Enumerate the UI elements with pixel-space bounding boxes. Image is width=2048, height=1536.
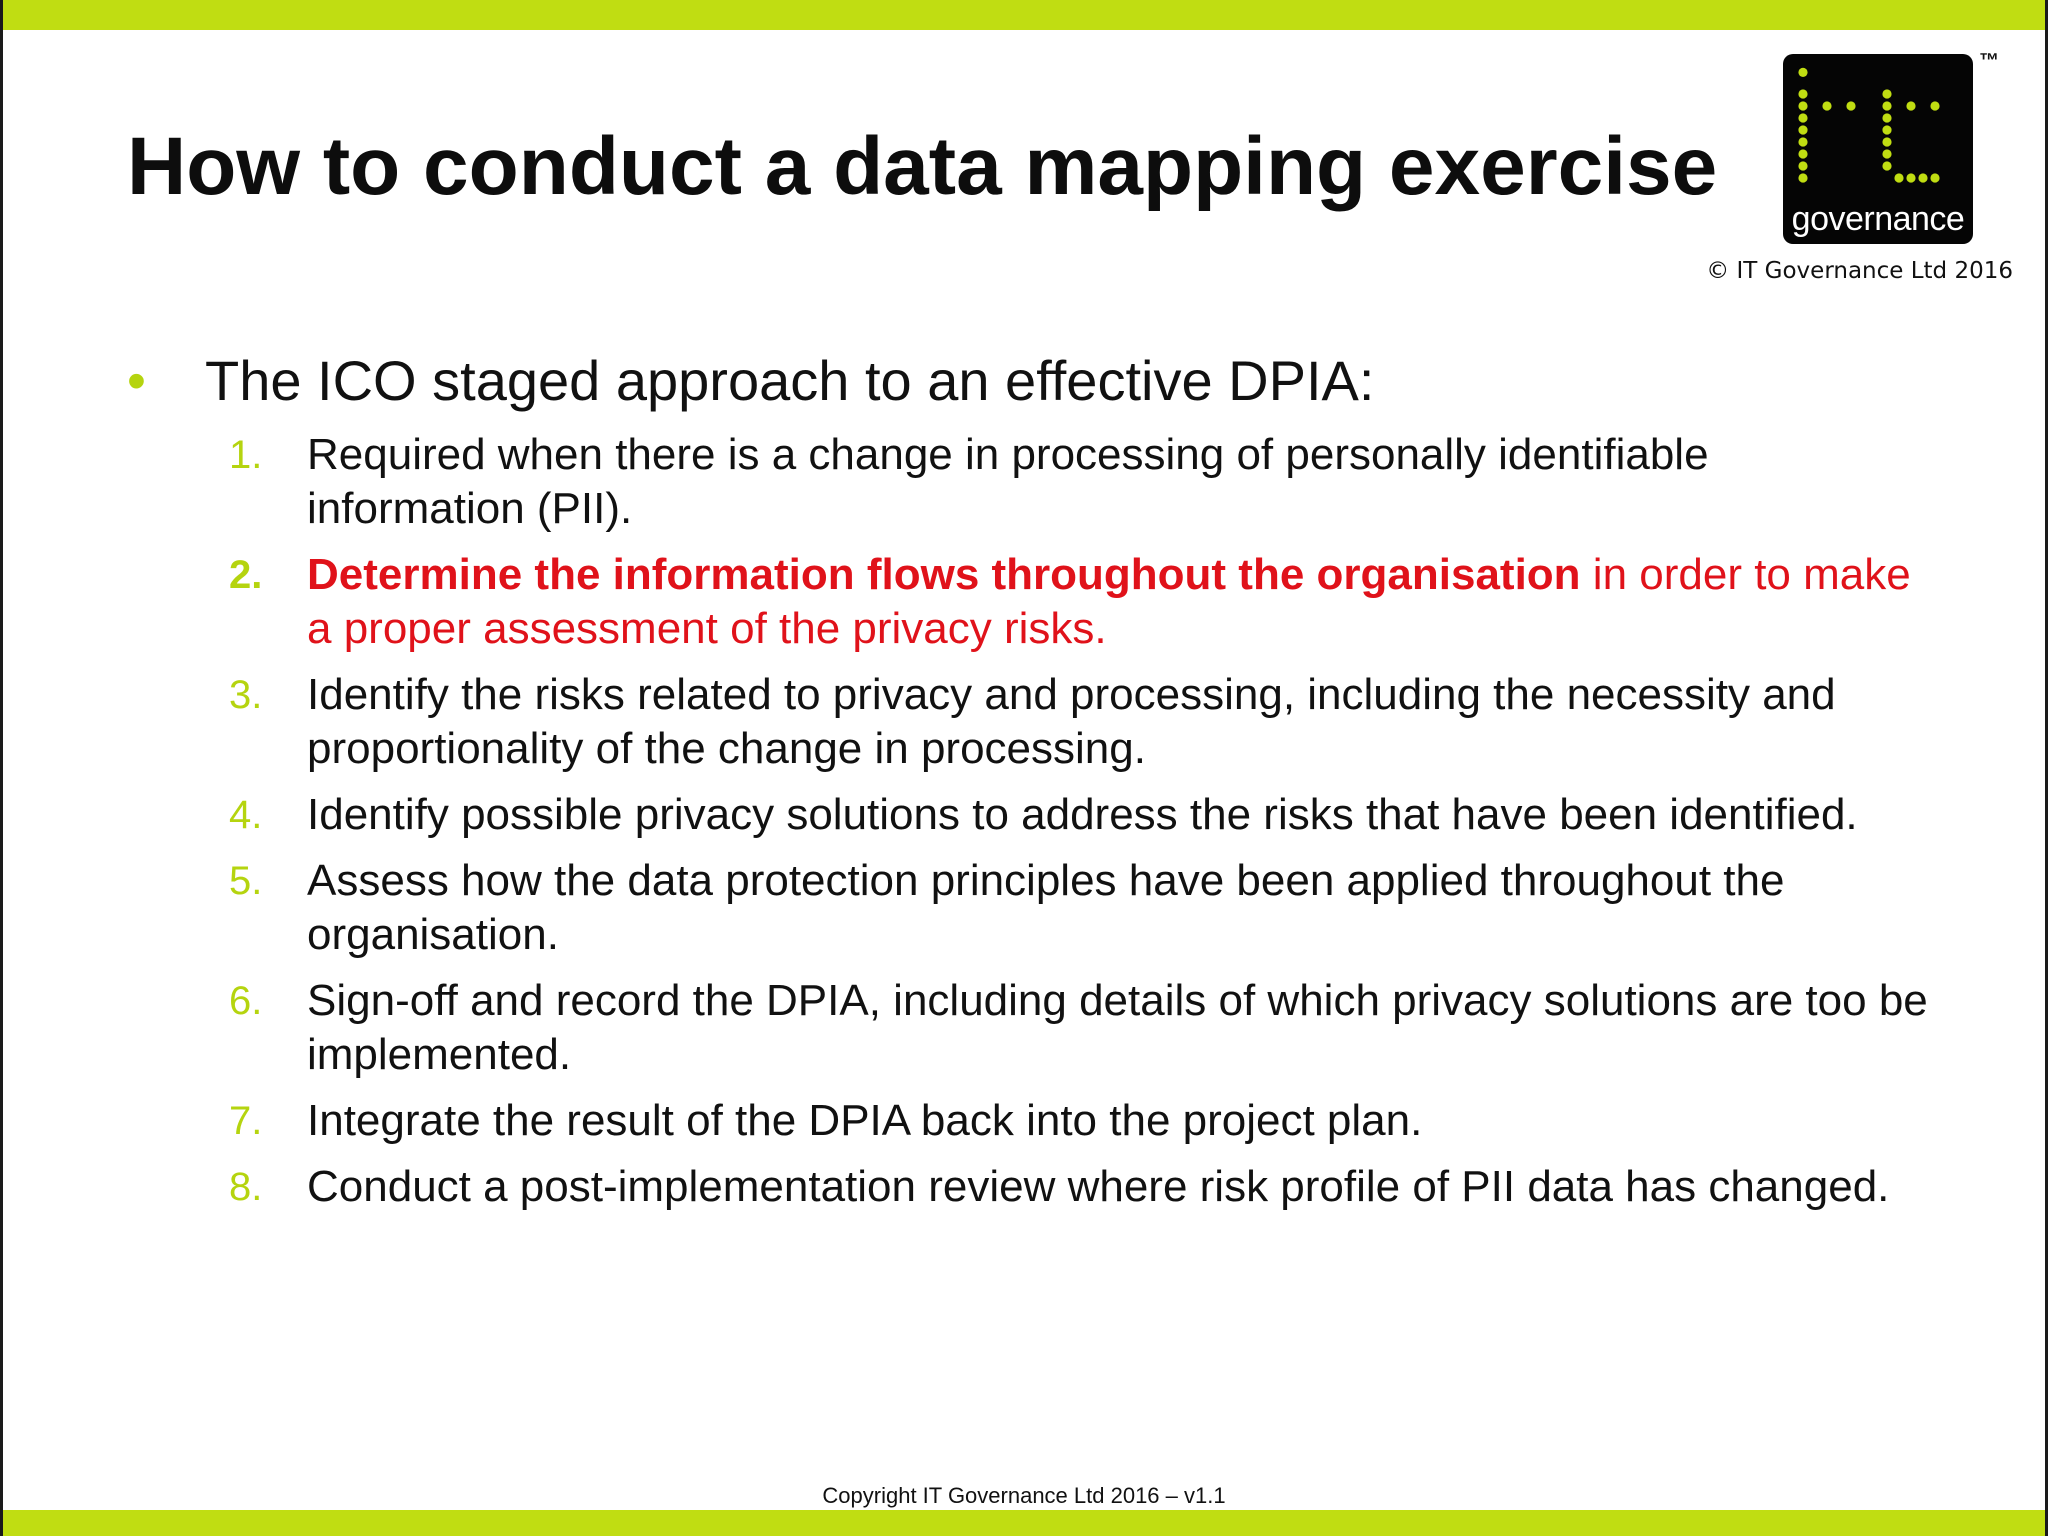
logo-dot bbox=[1882, 101, 1891, 110]
logo-dot bbox=[1882, 89, 1891, 98]
bullet-icon: • bbox=[127, 351, 146, 411]
logo-copyright: © IT Governance Ltd 2016 bbox=[1706, 258, 2013, 284]
step-number: 2. bbox=[229, 553, 263, 597]
step-item bbox=[229, 974, 1929, 1082]
step-item bbox=[229, 1094, 1929, 1148]
logo-dot bbox=[1930, 173, 1939, 182]
it-governance-logo bbox=[1783, 54, 1973, 244]
logo-dot bbox=[1882, 137, 1891, 146]
logo-dot bbox=[1882, 125, 1891, 134]
step-item bbox=[229, 788, 1929, 842]
step-text-bold: Determine the information flows throughout the organisation bbox=[307, 550, 1581, 599]
logo-dot bbox=[1798, 173, 1807, 182]
logo-dot bbox=[1906, 101, 1915, 110]
logo-dot bbox=[1882, 149, 1891, 158]
step-number: 7. bbox=[229, 1099, 263, 1143]
intro-text: The ICO staged approach to an effective DPIA: bbox=[205, 349, 1375, 412]
step-number: 4. bbox=[229, 793, 263, 837]
logo-dot-matrix bbox=[1783, 54, 1973, 204]
logo-dot bbox=[1798, 68, 1807, 77]
step-text: Identify possible privacy solutions to address the risks that have been identified. bbox=[307, 790, 1858, 839]
step-item-highlighted bbox=[229, 548, 1929, 656]
step-text: Identify the risks related to privacy and processing, including the necessity and proportionality of the change in processing. bbox=[307, 670, 1836, 773]
logo-dot bbox=[1882, 113, 1891, 122]
step-text: Sign-off and record the DPIA, including details of which privacy solutions are too be implemented. bbox=[307, 976, 1928, 1079]
logo-dot bbox=[1798, 125, 1807, 134]
logo-dot bbox=[1798, 149, 1807, 158]
step-text: Conduct a post-implementation review where risk profile of PII data has changed. bbox=[307, 1162, 1890, 1211]
logo-dot bbox=[1846, 101, 1855, 110]
step-item bbox=[229, 428, 1929, 536]
step-text: Integrate the result of the DPIA back into the project plan. bbox=[307, 1096, 1423, 1145]
logo-dot bbox=[1798, 101, 1807, 110]
logo-dot bbox=[1798, 161, 1807, 170]
step-number: 5. bbox=[229, 859, 263, 903]
logo-dot bbox=[1822, 101, 1831, 110]
step-text: Required when there is a change in processing of personally identifiable information (PII). bbox=[307, 430, 1709, 533]
step-item bbox=[229, 854, 1929, 962]
logo-word: governance bbox=[1791, 200, 1965, 238]
step-number: 3. bbox=[229, 673, 263, 717]
step-number: 8. bbox=[229, 1165, 263, 1209]
step-text-rest: in order to make a proper assessment of the privacy risks. bbox=[307, 550, 1911, 653]
step-text: Assess how the data protection principles have been applied throughout the organisation. bbox=[307, 856, 1785, 959]
step-number: 6. bbox=[229, 979, 263, 1023]
step-item bbox=[229, 1160, 1929, 1214]
logo-dot bbox=[1894, 173, 1903, 182]
step-text bbox=[307, 548, 1929, 656]
logo-dot bbox=[1906, 173, 1915, 182]
logo-dot bbox=[1882, 161, 1891, 170]
logo-dot bbox=[1918, 173, 1927, 182]
logo-dot bbox=[1798, 137, 1807, 146]
top-accent-bar bbox=[3, 0, 2045, 30]
slide-title: How to conduct a data mapping exercise bbox=[127, 121, 1718, 212]
trademark-symbol: ™ bbox=[1979, 50, 1999, 72]
logo-dot bbox=[1798, 113, 1807, 122]
step-item bbox=[229, 668, 1929, 776]
bottom-accent-bar bbox=[3, 1510, 2045, 1536]
steps-list bbox=[229, 428, 1929, 1226]
logo-dot bbox=[1930, 101, 1939, 110]
footer-copyright: Copyright IT Governance Ltd 2016 – v1.1 bbox=[822, 1483, 1226, 1508]
intro-bullet bbox=[127, 346, 1374, 416]
step-number: 1. bbox=[229, 433, 263, 477]
logo-dot bbox=[1798, 89, 1807, 98]
